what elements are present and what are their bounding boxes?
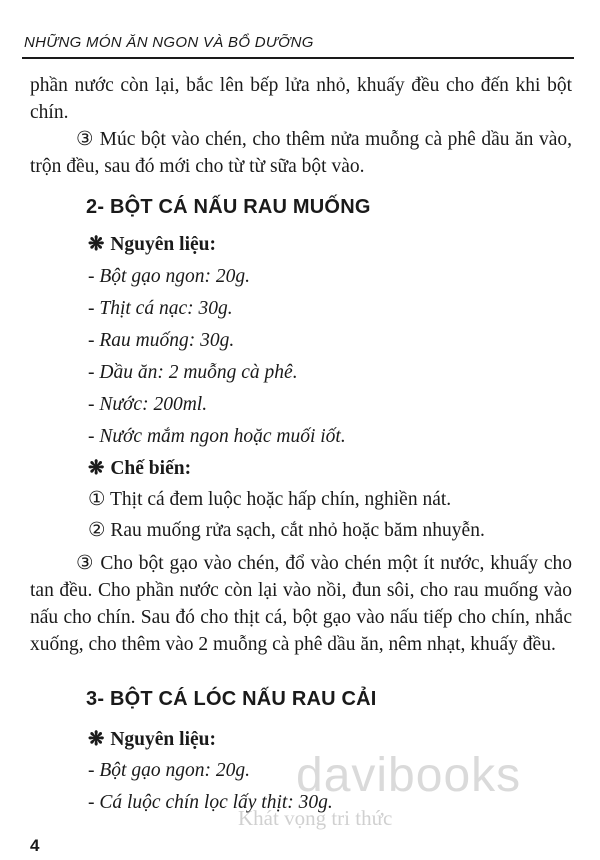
ingredients-label: Nguyên liệu: bbox=[110, 234, 216, 255]
section-3-heading: 3- BỘT CÁ LÓC NẤU RAU CẢI bbox=[86, 688, 377, 710]
header-rule bbox=[22, 57, 574, 59]
asterisk-flower-icon: ❋ bbox=[88, 729, 105, 750]
asterisk-flower-icon: ❋ bbox=[88, 458, 105, 479]
ingredient-item: - Thịt cá nạc: 30g. bbox=[88, 298, 233, 319]
ingredient-item: - Rau muống: 30g. bbox=[88, 330, 235, 351]
running-header: NHỮNG MÓN ĂN NGON VÀ BỔ DƯỠNG bbox=[24, 34, 314, 51]
paragraph-step-3: ③ Múc bột vào chén, cho thêm nửa muỗng cà phê dầu ăn vào, trộn đều, sau đó mới cho từ từ sữa bột vào. bbox=[30, 129, 572, 177]
section-3-ingredients-heading bbox=[88, 727, 216, 751]
ingredient-item: - Bột gạo ngon: 20g. bbox=[88, 266, 250, 287]
method-label: Chế biến: bbox=[110, 458, 192, 479]
watermark-tagline: Khát vọng tri thức bbox=[238, 806, 393, 830]
paragraph-continuation: phần nước còn lại, bắc lên bếp lửa nhỏ, khuấy đều cho đến khi bột chín. bbox=[30, 75, 572, 123]
ingredients-label: Nguyên liệu: bbox=[110, 729, 216, 750]
method-step: ① Thịt cá đem luộc hoặc hấp chín, nghiền nát. bbox=[88, 489, 452, 510]
page-number: 4 bbox=[30, 836, 40, 855]
section-2-method-heading bbox=[88, 456, 191, 480]
section-2-heading: 2- BỘT CÁ NẤU RAU MUỐNG bbox=[86, 196, 371, 218]
ingredient-item: - Dầu ăn: 2 muỗng cà phê. bbox=[88, 362, 298, 383]
method-step: ② Rau muống rửa sạch, cắt nhỏ hoặc băm nhuyễn. bbox=[88, 520, 485, 541]
asterisk-flower-icon: ❋ bbox=[88, 234, 105, 255]
section-2-ingredients-heading bbox=[88, 232, 216, 256]
ingredient-item: - Cá luộc chín lọc lấy thịt: 30g. bbox=[88, 792, 333, 813]
ingredient-item: - Nước: 200ml. bbox=[88, 394, 208, 415]
method-step-3-paragraph: ③ Cho bột gạo vào chén, đổ vào chén một ít nước, khuấy cho tan đều. Cho phần nước còn lại vào nồi, đun sôi, cho rau muống vào nấu cho chín. Sau đó cho thịt cá, bột gạo vào nấu tiếp cho chín, nhắc xuống, cho thêm vào 2 muỗng cà phê dầu ăn, nêm nhạt, khuấy đều. bbox=[30, 553, 572, 655]
watermark-brand: davibooks bbox=[296, 749, 522, 802]
ingredient-item: - Nước mắm ngon hoặc muối iốt. bbox=[88, 426, 346, 447]
ingredient-item: - Bột gạo ngon: 20g. bbox=[88, 760, 250, 781]
